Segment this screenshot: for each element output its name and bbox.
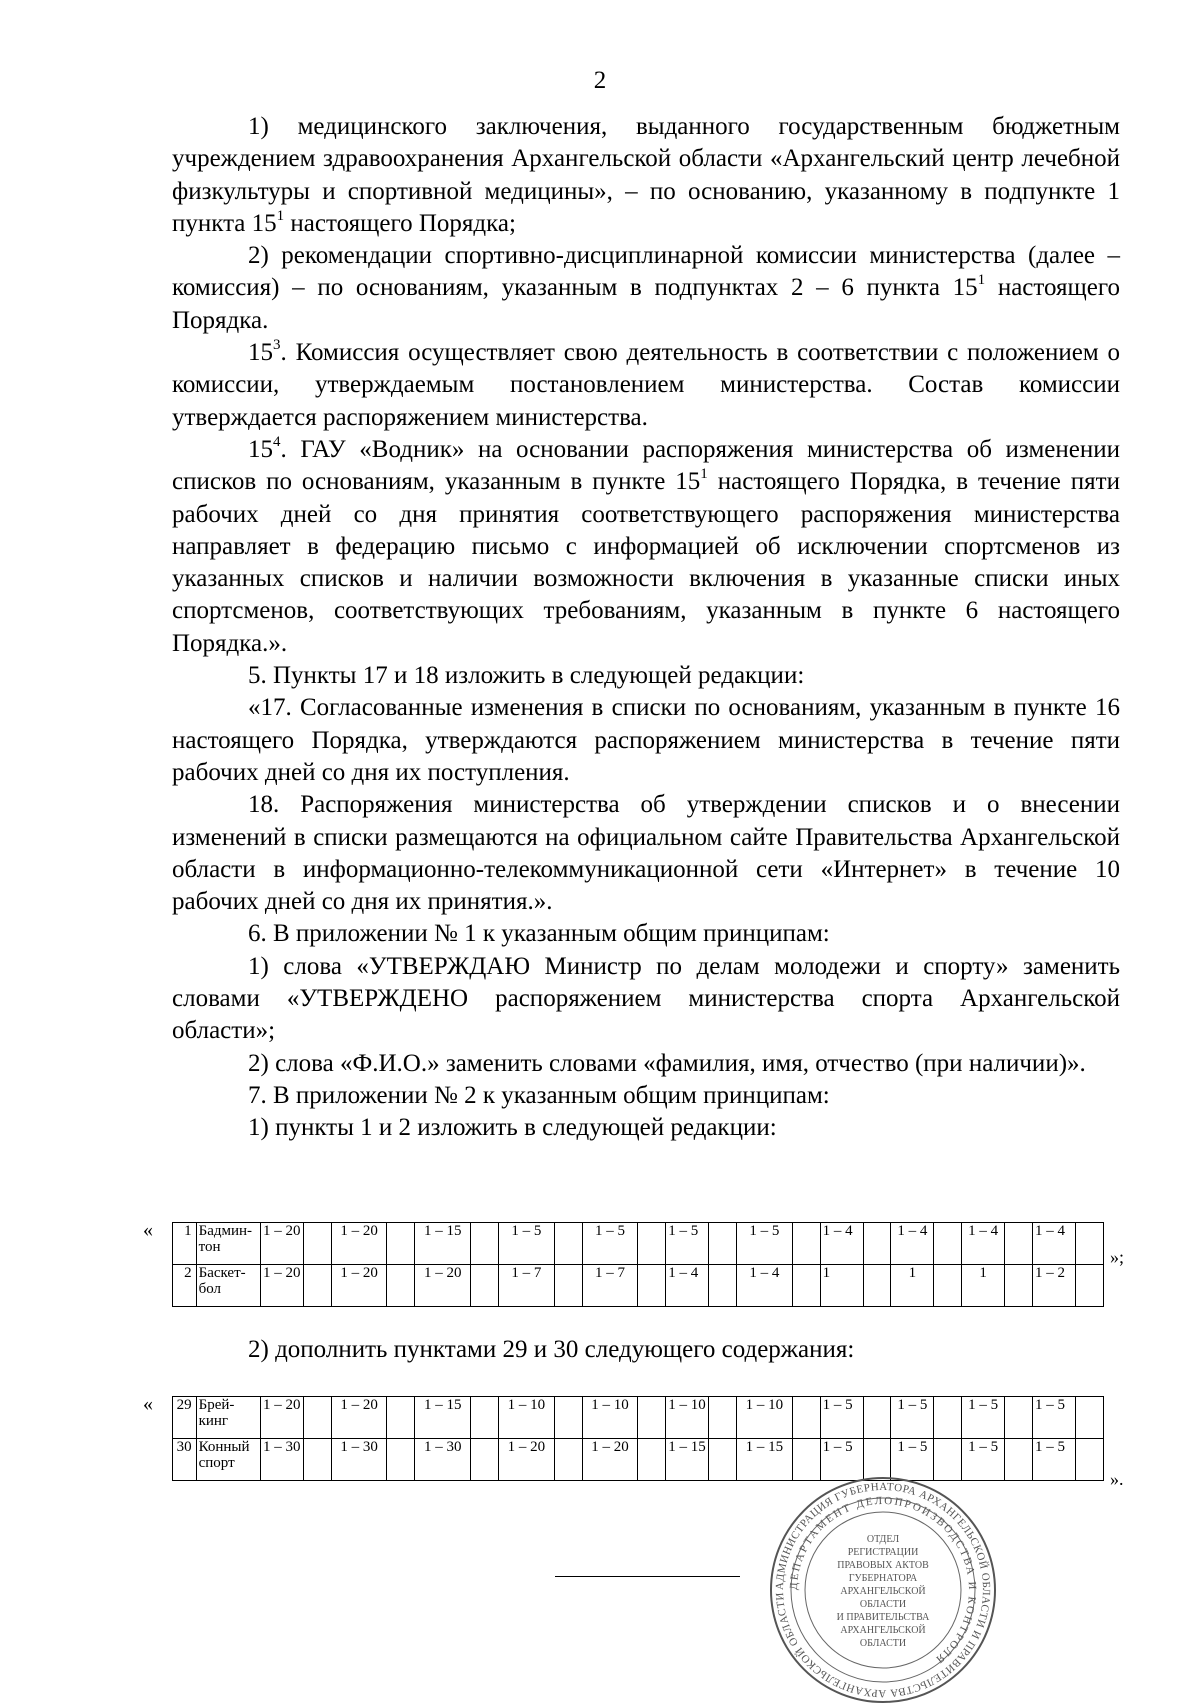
sport-name: Конный спорт bbox=[196, 1439, 260, 1481]
paragraph-text: 1) пункты 1 и 2 изложить в следующей редакции: bbox=[248, 1114, 777, 1142]
stamp-center-line: ПРАВОВЫХ АКТОВ bbox=[837, 1560, 929, 1571]
value-cell: 1 – 20 bbox=[260, 1265, 303, 1307]
value-cell: 1 – 7 bbox=[498, 1265, 554, 1307]
paragraph bbox=[172, 1112, 1120, 1144]
value-cell bbox=[934, 1223, 962, 1265]
value-cell: 1 – 20 bbox=[331, 1397, 387, 1439]
value-cell bbox=[638, 1439, 666, 1481]
value-cell: 1 – 5 bbox=[737, 1223, 793, 1265]
value-cell bbox=[303, 1439, 331, 1481]
value-cell: 1 – 4 bbox=[891, 1223, 934, 1265]
value-cell: 1 – 5 bbox=[666, 1223, 709, 1265]
value-cell: 1 – 15 bbox=[415, 1397, 471, 1439]
sport-name: Брей-кинг bbox=[196, 1397, 260, 1439]
value-cell: 1 – 5 bbox=[962, 1439, 1005, 1481]
sports-table-1 bbox=[172, 1222, 1104, 1307]
stamp-center-line: ГУБЕРНАТОРА bbox=[848, 1573, 918, 1584]
value-cell bbox=[1075, 1265, 1103, 1307]
paragraph-text: 7. В приложении № 2 к указанным общим принципам: bbox=[248, 1081, 830, 1109]
paragraph bbox=[172, 434, 1120, 660]
value-cell: 1 – 10 bbox=[666, 1397, 709, 1439]
table2-open-quote: « bbox=[143, 1393, 153, 1415]
value-cell bbox=[1005, 1439, 1033, 1481]
stamp-center-line: ОБЛАСТИ bbox=[859, 1638, 907, 1649]
paragraph-text: 1) слова «УТВЕРЖДАЮ Министр по делам молодежи и спорту» заменить словами «УТВЕРЖДЕНО распоряжением министерства спорта Архангельской области»; bbox=[172, 952, 1120, 1045]
value-cell bbox=[554, 1265, 582, 1307]
value-cell: 1 – 5 bbox=[582, 1223, 638, 1265]
registration-stamp bbox=[768, 1475, 998, 1705]
paragraph-text: «17. Согласованные изменения в списки по основаниям, указанным в пункте 16 настоящего Порядка, утверждаются распоряжением министерства в течение пяти рабочих дней со дня их поступления. bbox=[172, 694, 1120, 786]
value-cell: 1 – 10 bbox=[498, 1397, 554, 1439]
value-cell bbox=[934, 1265, 962, 1307]
value-cell bbox=[303, 1397, 331, 1439]
sport-name: Баскет-бол bbox=[196, 1265, 260, 1307]
document-body bbox=[172, 111, 1120, 1145]
paragraph-text: 1) медицинского заключения, выданного государственным бюджетным учреждением здравоохранения Архангельской области «Архангельский центр лечебной физкультуры и спортивной медицины», – по основанию, указанному в подпункте 1 пункта 15 bbox=[172, 113, 1120, 237]
row-number: 1 bbox=[173, 1223, 197, 1265]
paragraph bbox=[172, 692, 1120, 789]
value-cell: 1 – 4 bbox=[820, 1223, 863, 1265]
paragraph-text: настоящего Порядка, в течение пяти рабочих дней со дня принятия соответствующего распоряжения министерства направляет в федерацию письмо с информацией об исключении спортсменов из указанных списков и наличии возможности включения в указанные списки иных спортсменов, соответствующих требованиям, указанным в пункте 6 настоящего Порядка.». bbox=[172, 468, 1120, 657]
value-cell: 1 – 20 bbox=[415, 1265, 471, 1307]
value-cell: 1 – 30 bbox=[331, 1439, 387, 1481]
value-cell bbox=[554, 1439, 582, 1481]
value-cell bbox=[1075, 1439, 1103, 1481]
value-cell bbox=[792, 1265, 820, 1307]
value-cell bbox=[863, 1223, 891, 1265]
value-cell: 1 – 20 bbox=[582, 1439, 638, 1481]
value-cell bbox=[709, 1397, 737, 1439]
value-cell bbox=[638, 1397, 666, 1439]
paragraph bbox=[172, 240, 1120, 337]
value-cell bbox=[1075, 1223, 1103, 1265]
value-cell: 1 bbox=[962, 1265, 1005, 1307]
value-cell: 1 – 4 bbox=[1032, 1223, 1075, 1265]
paragraph bbox=[172, 660, 1120, 692]
signature-line bbox=[555, 1576, 740, 1577]
table-row bbox=[173, 1223, 1104, 1265]
superscript: 1 bbox=[276, 207, 285, 224]
value-cell bbox=[387, 1265, 415, 1307]
paragraph bbox=[172, 789, 1120, 918]
paragraph-text: 2) рекомендации спортивно-дисциплинарной комиссии министерства (далее – комиссия) – по основаниям, указанным в подпунктах 2 – 6 пункта 15 bbox=[172, 242, 1120, 302]
value-cell bbox=[792, 1397, 820, 1439]
table-row bbox=[173, 1397, 1104, 1439]
value-cell: 1 – 20 bbox=[260, 1397, 303, 1439]
value-cell bbox=[863, 1397, 891, 1439]
row-number: 30 bbox=[173, 1439, 197, 1481]
value-cell bbox=[1005, 1265, 1033, 1307]
value-cell bbox=[387, 1223, 415, 1265]
stamp-center-text bbox=[837, 1534, 931, 1649]
value-cell: 1 – 5 bbox=[1032, 1397, 1075, 1439]
row-number: 29 bbox=[173, 1397, 197, 1439]
paragraph-text: 15 bbox=[248, 435, 273, 463]
paragraph-text: 15 bbox=[248, 339, 273, 367]
stamp-center-line: И ПРАВИТЕЛЬСТВА bbox=[836, 1612, 930, 1623]
value-cell: 1 – 15 bbox=[415, 1223, 471, 1265]
paragraph-text: . Комиссия осуществляет свою деятельность в соответствии с положением о комиссии, утверждаемым постановлением министерства. Состав комиссии утверждается распоряжением министерства. bbox=[172, 339, 1120, 431]
superscript: 4 bbox=[273, 433, 281, 450]
value-cell bbox=[709, 1223, 737, 1265]
paragraph-text: настоящего Порядка; bbox=[284, 209, 516, 237]
value-cell bbox=[554, 1397, 582, 1439]
value-cell bbox=[387, 1439, 415, 1481]
value-cell bbox=[387, 1397, 415, 1439]
value-cell: 1 – 5 bbox=[820, 1397, 863, 1439]
value-cell bbox=[709, 1265, 737, 1307]
value-cell: 1 – 5 bbox=[962, 1397, 1005, 1439]
value-cell: 1 – 5 bbox=[891, 1397, 934, 1439]
value-cell bbox=[934, 1397, 962, 1439]
value-cell: 1 – 5 bbox=[891, 1439, 934, 1481]
table1-close-quote: »; bbox=[1110, 1247, 1125, 1267]
stamp-center-line: АРХАНГЕЛЬСКОЙ bbox=[840, 1586, 926, 1597]
value-cell: 1 – 4 bbox=[666, 1265, 709, 1307]
value-cell: 1 – 15 bbox=[666, 1439, 709, 1481]
page-number: 2 bbox=[593, 67, 607, 94]
value-cell bbox=[1075, 1397, 1103, 1439]
superscript: 1 bbox=[700, 465, 708, 482]
value-cell: 1 – 7 bbox=[582, 1265, 638, 1307]
value-cell bbox=[303, 1265, 331, 1307]
value-cell: 1 – 5 bbox=[498, 1223, 554, 1265]
stamp-center-line: РЕГИСТРАЦИИ bbox=[847, 1547, 919, 1558]
value-cell: 1 – 5 bbox=[820, 1439, 863, 1481]
value-cell bbox=[709, 1439, 737, 1481]
table1-open-quote: « bbox=[143, 1219, 153, 1241]
sport-name: Бадмин-тон bbox=[196, 1223, 260, 1265]
paragraph-text: 2) слова «Ф.И.О.» заменить словами «фамилия, имя, отчество (при наличии)». bbox=[248, 1049, 1086, 1077]
stamp-outer-text: АДМИНИСТРАЦИЯ ГУБЕРНАТОРА АРХАНГЕЛЬСКОЙ ОБЛАСТИ И ПРАВИТЕЛЬСТВА АРХАНГЕЛЬСКОЙ ОБЛАСТИ bbox=[773, 1480, 993, 1700]
paragraph-text: 5. Пункты 17 и 18 изложить в следующей редакции: bbox=[248, 662, 805, 690]
middle-paragraph: 2) дополнить пунктами 29 и 30 следующего содержания: bbox=[248, 1336, 855, 1363]
value-cell: 1 – 10 bbox=[582, 1397, 638, 1439]
value-cell: 1 – 20 bbox=[331, 1265, 387, 1307]
value-cell bbox=[471, 1397, 499, 1439]
row-number: 2 bbox=[173, 1265, 197, 1307]
paragraph-text: 18. Распоряжения министерства об утверждении списков и о внесении изменений в списки размещаются на официальном сайте Правительства Архангельской области в информационно-телекоммуникационной сети «Интернет» в течение 10 рабочих дней со дня их принятия.». bbox=[172, 791, 1120, 916]
superscript: 3 bbox=[273, 336, 281, 353]
paragraph-text: . ГАУ «Водник» на основании распоряжения министерства об изменении списков по основаниям, указанным в пункте 15 bbox=[172, 435, 1120, 496]
paragraph bbox=[172, 111, 1120, 240]
table-row bbox=[173, 1265, 1104, 1307]
stamp-center-line: АРХАНГЕЛЬСКОЙ bbox=[840, 1625, 926, 1636]
table2-close-quote: ». bbox=[1110, 1469, 1124, 1489]
value-cell bbox=[471, 1439, 499, 1481]
value-cell: 1 – 10 bbox=[737, 1397, 793, 1439]
value-cell: 1 – 30 bbox=[260, 1439, 303, 1481]
paragraph-text: настоящего Порядка. bbox=[172, 274, 1120, 334]
value-cell bbox=[471, 1223, 499, 1265]
value-cell bbox=[792, 1223, 820, 1265]
value-cell bbox=[1005, 1223, 1033, 1265]
value-cell: 1 – 5 bbox=[1032, 1439, 1075, 1481]
value-cell: 1 – 4 bbox=[962, 1223, 1005, 1265]
value-cell: 1 – 20 bbox=[260, 1223, 303, 1265]
value-cell bbox=[863, 1265, 891, 1307]
paragraph bbox=[172, 918, 1120, 950]
value-cell: 1 bbox=[891, 1265, 934, 1307]
value-cell bbox=[303, 1223, 331, 1265]
value-cell: 1 – 20 bbox=[498, 1439, 554, 1481]
superscript: 1 bbox=[977, 272, 986, 289]
stamp-center-line: ОТДЕЛ bbox=[866, 1534, 900, 1545]
paragraph bbox=[172, 1080, 1120, 1112]
value-cell bbox=[554, 1223, 582, 1265]
value-cell bbox=[638, 1223, 666, 1265]
value-cell: 1 – 15 bbox=[737, 1439, 793, 1481]
value-cell: 1 – 30 bbox=[415, 1439, 471, 1481]
value-cell: 1 – 2 bbox=[1032, 1265, 1075, 1307]
value-cell: 1 – 4 bbox=[737, 1265, 793, 1307]
value-cell: 1 bbox=[820, 1265, 863, 1307]
paragraph-text: 6. В приложении № 1 к указанным общим принципам: bbox=[248, 920, 830, 948]
value-cell bbox=[1005, 1397, 1033, 1439]
value-cell bbox=[471, 1265, 499, 1307]
stamp-center-line: ОБЛАСТИ bbox=[859, 1599, 907, 1610]
paragraph bbox=[172, 951, 1120, 1048]
sports-table-2 bbox=[172, 1396, 1104, 1481]
value-cell: 1 – 20 bbox=[331, 1223, 387, 1265]
value-cell bbox=[638, 1265, 666, 1307]
stamp-inner-text: ДЕПАРТАМЕНТ ДЕЛОПРОИЗВОДСТВА И КОНТРОЛЯ bbox=[787, 1494, 979, 1667]
paragraph bbox=[172, 337, 1120, 434]
paragraph bbox=[172, 1048, 1120, 1080]
